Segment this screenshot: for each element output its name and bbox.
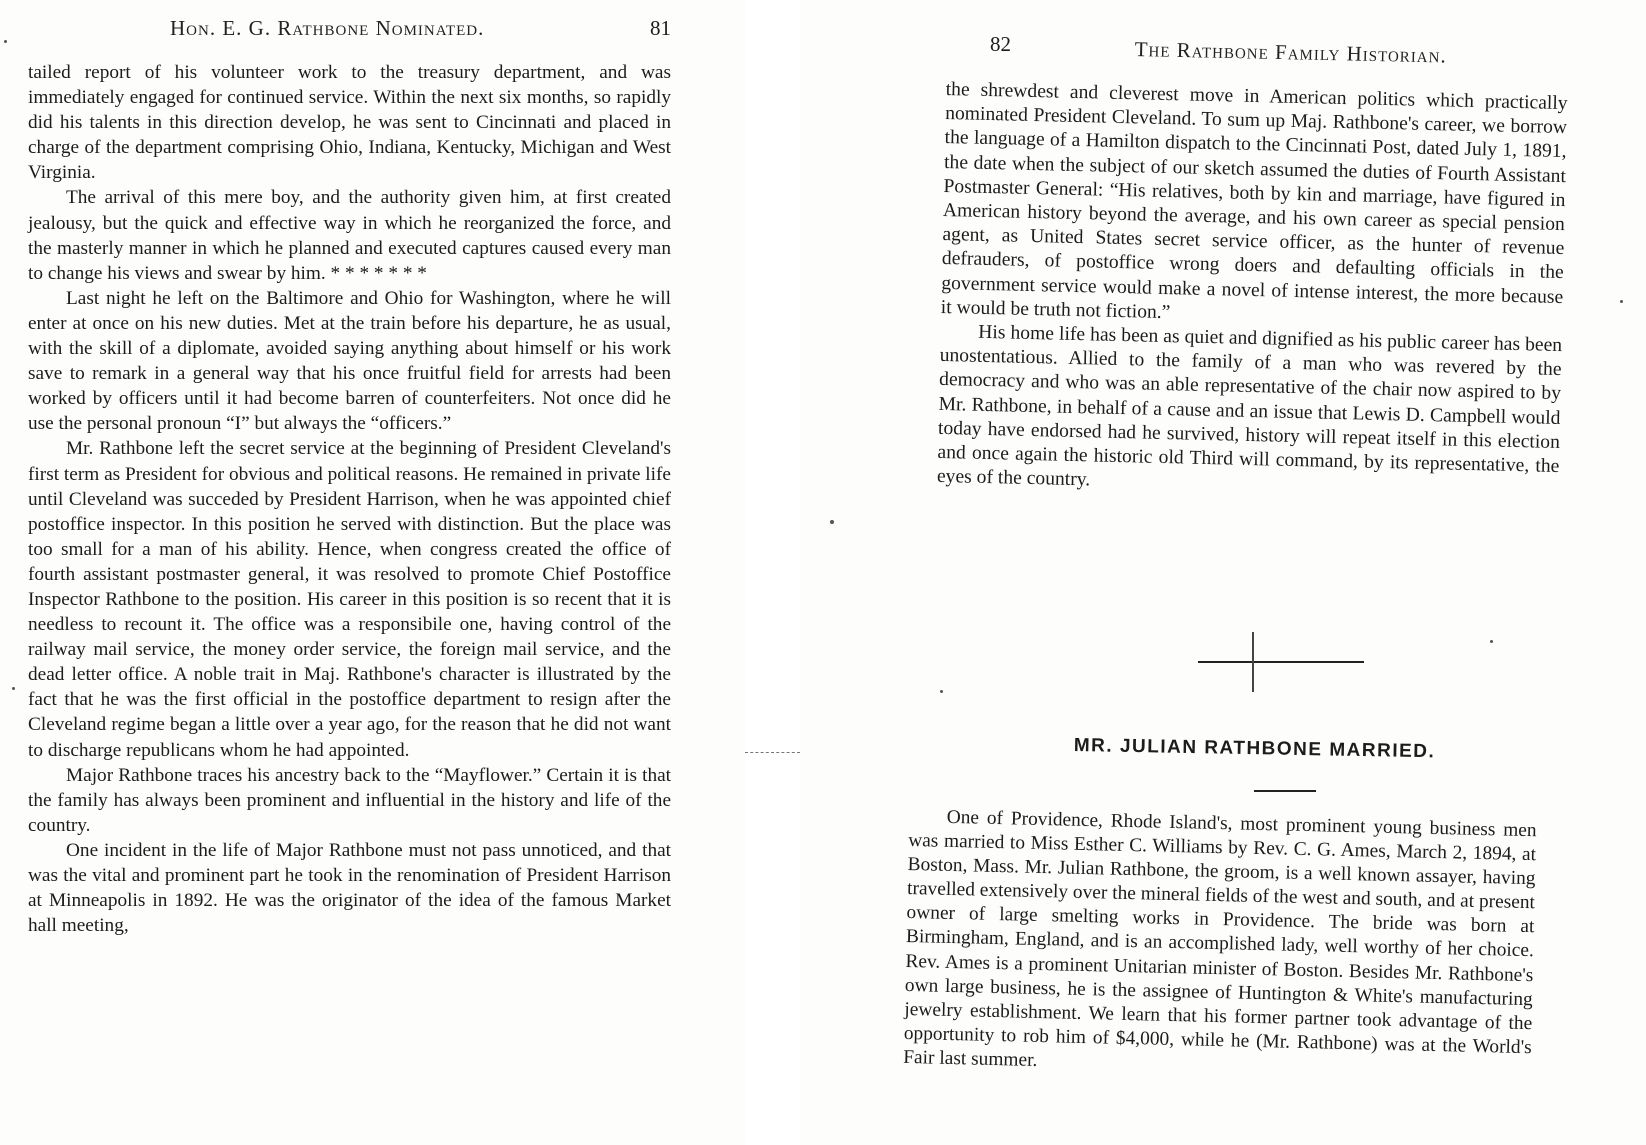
gutter-dashed-mark: [745, 752, 800, 753]
section-heading: MR. JULIAN RATHBONE MARRIED.: [1073, 735, 1436, 763]
left-body-text: [28, 60, 671, 938]
paragraph: the shrewdest and cleverest move in American politics which practically nominated President Cleveland. To sum up Maj. Rathbone's career, we borrow the language of a Hamilton dispatch to the Cincinnati Post, dated July 1, 1891, the date when the subject of our sketch assumed the duties of Fourth Assistant Postmaster General: “His relatives, both by kin and marriage, have figured in American history beyond the average, and his own career as special pension agent, as United States secret service officer, as the hunter of revenue defrauders, of postoffice wrong doers and defaulting officials in the government service would make a novel of intense interest, the more because it would be truth not fiction.”: [940, 78, 1568, 323]
page-number-left: 81: [650, 16, 671, 40]
scan-speck: [940, 690, 943, 693]
paragraph: The arrival of this mere boy, and the authority given him, at first created jealousy, but the quick and effective way in which he reorganized the force, and the masterly manner in which he planned and executed captures caused every man to change his views and swear by him. * * * * * * *: [28, 187, 671, 284]
scan-speck: [1490, 640, 1493, 643]
right-page: [800, 0, 1646, 1145]
running-head-left: Hon. E. G. Rathbone Nominated.: [170, 16, 485, 40]
scan-speck: [1620, 300, 1623, 303]
scan-speck: [4, 40, 7, 43]
paragraph: One of Providence, Rhode Island's, most prominent young business men was married to Miss Esther C. Williams by Rev. C. G. Ames, March 2, 1894, at Boston, Mass. Mr. Julian Rathbone, the groom, is a well known assayer, having travelled extensively over the mineral fields of the west and south, and at present owner of large smelting works in Providence. The bride was born at Birmingham, England, and is an accomplished lady, well worthy of her choice. Rev. Ames is a prominent Unitarian minister of Boston. Besides Mr. Rathbone's own large business, he is the assignee of Huntington & White's manufacturing jewelry establishment. We learn that his former partner took advantage of the opportunity to rob him of $4,000, while he (Mr. Rathbone) was at the World's Fair last summer.: [903, 806, 1537, 1071]
section-divider: [1198, 661, 1364, 663]
right-body-text-upper: [937, 78, 1568, 503]
paragraph: Mr. Rathbone left the secret service at the beginning of President Cleveland's first term as President for obvious and political reasons. He remained in private life until Cleveland was succeded by President Harrison, when he was appointed chief postoffice inspector. In this position he served with distinction. But the place was too small for a man of his ability. Hence, when congress created the office of fourth assistant postmaster general, it was resolved to promote Chief Postoffice Inspector Rathbone to the position. His career in this position is so recent that it is needless to recount it. The office was a responsibile one, having control of the railway mail service, the money order service, the foreign mail service, and the dead letter office. A noble trait in Maj. Rathbone's character is illustrated by the fact that he was the first official in the postoffice department to resign after the Cleveland regime began a little over a year ago, for the reason that he did not want to discharge republicans whom he had appointed.: [28, 438, 671, 761]
scan-artifact-line: [1252, 632, 1254, 692]
page-number-right: 82: [990, 32, 1011, 56]
scan-speck: [12, 687, 15, 690]
paragraph: tailed report of his volunteer work to the treasury department, and was immediately engaged for continued service. Within the next six months, so rapidly did his talents in this direction develop, he was sent to Cincinnati and placed in charge of the department comprising Ohio, Indiana, Kentucky, Michigan and West Virginia.: [28, 62, 671, 184]
scan-speck: [830, 520, 834, 524]
heading-rule: [1254, 790, 1316, 792]
running-head-right: The Rathbone Family Historian.: [1134, 37, 1447, 68]
right-body-text-lower: [903, 805, 1537, 1084]
paragraph: Major Rathbone traces his ancestry back to the “Mayflower.” Certain it is that the family has always been prominent and influential in the history and life of the country.: [28, 764, 671, 836]
page-gutter: [745, 0, 800, 1145]
paragraph: Last night he left on the Baltimore and Ohio for Washington, where he will enter at once on his new duties. Met at the train before his departure, he as usual, with the skill of a diplomate, avoided saying anything about himself or his work save to remark in a general way that his once fruitful field for arrests had been worked by officers until it had become barren of counterfeiters. Not once did he use the personal pronoun “I” but always the “officers.”: [28, 287, 671, 435]
paragraph: His home life has been as quiet and dignified as his public career has been unostentatious. Allied to the family of a man who was revered by the democracy and who was an able representative of the chair now aspired to by Mr. Rathbone, in behalf of a cause and an issue that Lewis D. Campbell would today have endorsed had he survived, history will repeat itself in this election and once again the historic old Third will command, by its representative, the eyes of the country.: [936, 321, 1563, 491]
left-page: [0, 0, 745, 1145]
paragraph: One incident in the life of Major Rathbone must not pass unnoticed, and that was the vital and prominent part he took in the renomination of President Harrison at Minneapolis in 1892. He was the originator of the idea of the famous Market hall meeting,: [28, 839, 671, 937]
